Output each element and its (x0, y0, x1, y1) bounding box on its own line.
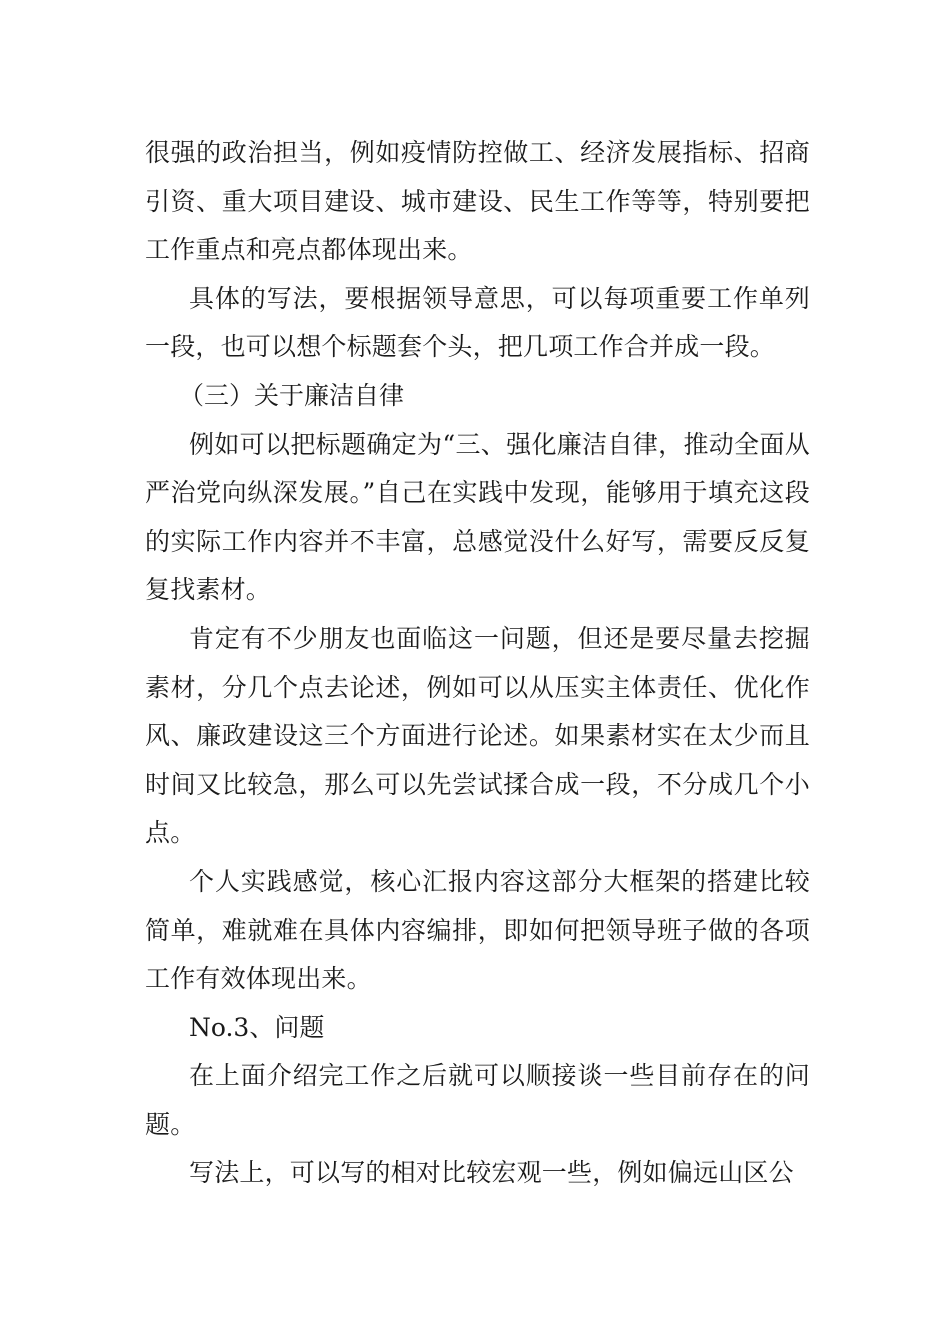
paragraph-problems-intro: 在上面介绍完工作之后就可以顺接谈一些目前存在的问题。 (145, 1061, 810, 1139)
paragraph-problems-writing: 写法上，可以写的相对比较宏观一些，例如偏远山区公 (189, 1158, 794, 1188)
section-heading-problems: No.3、问题 (189, 1012, 325, 1042)
section-heading-integrity: （三）关于廉洁自律 (179, 380, 405, 410)
paragraph-material-mining: 肯定有不少朋友也面临这一问题，但还是要尽量去挖掘素材，分几个点去论述，例如可以从压实主体责任、优化作风、廉政建设这三个方面进行论述。如果素材实在太少而且时间又比较急，那么可以先尝试揉合成一段，不分成几个小点。 (145, 623, 810, 848)
paragraph-personal-practice: 个人实践感觉，核心汇报内容这部分大框架的搭建比较简单，难就难在具体内容编排，即如何把领导班子做的各项工作有效体现出来。 (145, 866, 810, 994)
document-body (145, 129, 810, 1198)
paragraph-integrity-example: 例如可以把标题确定为“三、强化廉洁自律，推动全面从严治党向纵深发展。”自己在实践中发现，能够用于填充这段的实际工作内容并不丰富，总感觉没什么好写，需要反反复复找素材。 (145, 429, 810, 605)
paragraph-writing-method: 具体的写法，要根据领导意思，可以每项重要工作单列一段，也可以想个标题套个头，把几项工作合并成一段。 (145, 283, 810, 362)
paragraph-continued: 很强的政治担当，例如疫情防控做工、经济发展指标、招商引资、重大项目建设、城市建设、民生工作等等，特别要把工作重点和亮点都体现出来。 (145, 138, 810, 265)
